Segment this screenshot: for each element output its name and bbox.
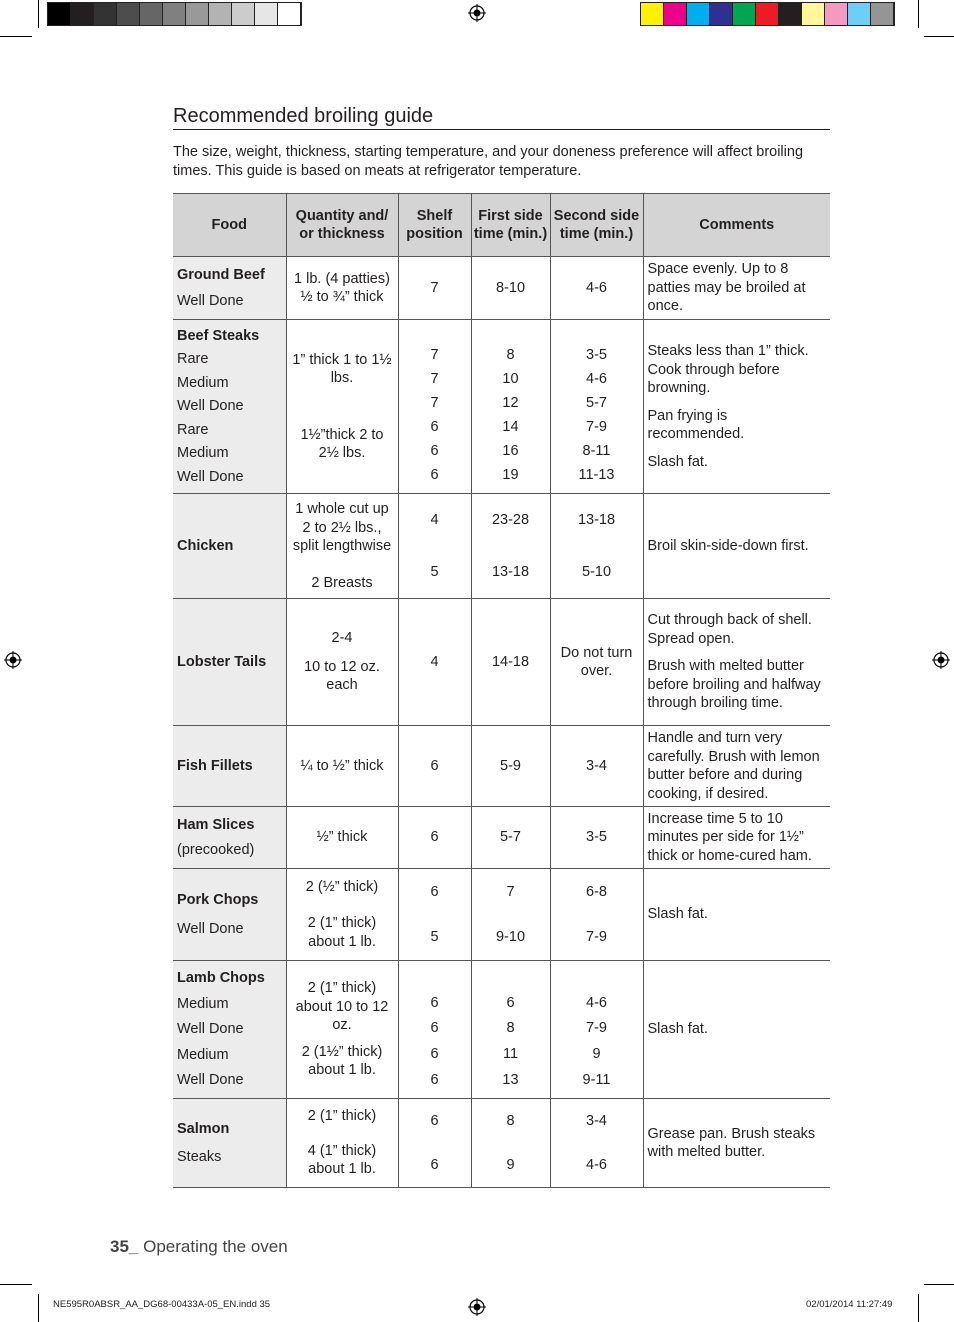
shelf-value: 7 bbox=[430, 371, 439, 388]
header-second-side: Second side time (min.) bbox=[550, 194, 643, 257]
color-swatch bbox=[756, 3, 779, 25]
comment-text: Brush with melted butter before broiling and halfway through broiling time. bbox=[647, 658, 821, 712]
food-name: Pork Chops bbox=[177, 892, 259, 908]
shelf-value: 6 bbox=[430, 1156, 439, 1173]
color-swatch bbox=[733, 3, 756, 25]
shelf-cell bbox=[398, 494, 471, 599]
quantity-text: 1” thick 1 to 1½ lbs. bbox=[292, 351, 392, 386]
food-doneness: Well Done bbox=[177, 468, 244, 485]
shelf-value: 6 bbox=[430, 883, 439, 900]
color-swatch bbox=[117, 3, 140, 25]
quantity-cell bbox=[286, 961, 398, 1099]
color-swatch bbox=[163, 3, 186, 25]
quantity-cell bbox=[286, 1099, 398, 1188]
second-side-value: 8-11 bbox=[582, 443, 611, 460]
registration-mark-icon bbox=[4, 651, 22, 669]
color-swatch bbox=[209, 3, 232, 25]
comment-text: Steaks less than 1” thick. Cook through before browning. bbox=[647, 343, 809, 396]
first-side-value: 16 bbox=[502, 443, 519, 460]
shelf-value: 6 bbox=[430, 1046, 439, 1063]
second-side-value: 3-4 bbox=[586, 1113, 607, 1129]
quantity-text: 10 to 12 oz. each bbox=[304, 658, 380, 694]
comment-cell: Grease pan. Brush steaks with melted butter. bbox=[643, 1099, 830, 1188]
header-food: Food bbox=[173, 194, 286, 257]
shelf-value: 6 bbox=[430, 419, 439, 436]
second-side-cell: Do not turn over. bbox=[550, 599, 643, 726]
comment-cell: Handle and turn very carefully. Brush with lemon butter before and during cooking, if desired. bbox=[643, 726, 830, 807]
shelf-value: 5 bbox=[430, 929, 439, 945]
comment-cell: Increase time 5 to 10 minutes per side for 1½” thick or home-cured ham. bbox=[643, 807, 830, 869]
table-row bbox=[173, 961, 830, 1099]
first-side-value: 8 bbox=[506, 347, 515, 364]
food-cell: Fish Fillets bbox=[173, 726, 286, 807]
quantity-text: 2 (1” thick) about 10 to 12 oz. bbox=[295, 980, 389, 1034]
quantity-cell: ¼ to ½” thick bbox=[286, 726, 398, 807]
comment-cell bbox=[643, 320, 830, 494]
second-side-value: 3-5 bbox=[586, 347, 607, 364]
comment-cell: Slash fat. bbox=[643, 961, 830, 1099]
second-side-value: 11-13 bbox=[578, 467, 615, 484]
quantity-cell bbox=[286, 599, 398, 726]
food-doneness: Well Done bbox=[177, 1072, 244, 1089]
first-side-value: 9 bbox=[506, 1156, 515, 1173]
food-doneness: Steaks bbox=[177, 1149, 222, 1165]
first-side-cell: 5-9 bbox=[471, 726, 550, 807]
shelf-cell: 6 bbox=[398, 726, 471, 807]
first-side-value: 10 bbox=[502, 371, 519, 388]
second-side-value: 4-6 bbox=[586, 371, 607, 388]
shelf-value: 6 bbox=[430, 1020, 439, 1037]
color-swatch bbox=[825, 3, 848, 25]
quantity-cell bbox=[286, 869, 398, 961]
shelf-cell: 6 bbox=[398, 807, 471, 869]
shelf-value: 4 bbox=[430, 511, 439, 528]
color-swatch bbox=[641, 3, 664, 25]
page-title: Recommended broiling guide bbox=[173, 104, 830, 130]
shelf-value: 6 bbox=[430, 1071, 439, 1088]
food-doneness: (precooked) bbox=[177, 842, 255, 858]
gray-color-bar bbox=[47, 2, 302, 26]
intro-paragraph: The size, weight, thickness, starting temperature, and your doneness preference will affect broiling times. This guide is based on meats at refrigerator temperature. bbox=[173, 144, 804, 179]
first-side-cell bbox=[471, 961, 550, 1099]
print-slug-file: NE595R0ABSR_AA_DG68-00433A-05_EN.indd 35 bbox=[53, 1299, 271, 1310]
table-row bbox=[173, 807, 830, 869]
quantity-text: 2 (1” thick) bbox=[307, 1108, 377, 1125]
color-swatch bbox=[687, 3, 710, 25]
food-cell: Chicken bbox=[173, 494, 286, 599]
food-doneness: Rare bbox=[177, 421, 209, 438]
comment-cell bbox=[643, 599, 830, 726]
shelf-value: 6 bbox=[430, 467, 439, 484]
registration-mark-icon bbox=[468, 4, 486, 22]
second-side-value: 7-9 bbox=[586, 419, 607, 436]
quantity-text: 2 (½” thick) bbox=[305, 878, 379, 895]
quantity-text: 2 (1½” thick) about 1 lb. bbox=[301, 1043, 383, 1079]
food-cell bbox=[173, 807, 286, 869]
crop-mark bbox=[918, 0, 919, 28]
first-side-value: 13 bbox=[502, 1071, 519, 1088]
comment-text: Cut through back of shell. Spread open. bbox=[647, 612, 812, 647]
first-side-cell bbox=[471, 869, 550, 961]
first-side-value: 8 bbox=[506, 1020, 515, 1037]
quantity-cell: ½” thick bbox=[286, 807, 398, 869]
second-side-cell: 4-6 bbox=[550, 257, 643, 320]
quantity-text: 1 whole cut up 2 to 2½ lbs., split lengthwise bbox=[292, 501, 392, 554]
food-doneness: Well Done bbox=[177, 920, 244, 937]
first-side-value: 6 bbox=[506, 994, 515, 1011]
header-comments: Comments bbox=[643, 194, 830, 257]
shelf-cell: 4 bbox=[398, 599, 471, 726]
food-cell: Lobster Tails bbox=[173, 599, 286, 726]
first-side-value: 12 bbox=[502, 395, 519, 412]
second-side-cell bbox=[550, 961, 643, 1099]
quantity-text: 4 (1” thick) about 1 lb. bbox=[307, 1142, 377, 1178]
section-name: Operating the oven bbox=[138, 1237, 288, 1256]
shelf-value: 6 bbox=[430, 994, 439, 1011]
first-side-cell: 8-10 bbox=[471, 257, 550, 320]
color-swatch bbox=[710, 3, 733, 25]
food-name: Salmon bbox=[177, 1120, 230, 1137]
first-side-cell: 5-7 bbox=[471, 807, 550, 869]
food-doneness: Well Done bbox=[177, 398, 244, 415]
header-first-side: First side time (min.) bbox=[471, 194, 550, 257]
comment-text: Pan frying is recommended. bbox=[647, 407, 745, 442]
table-header-row bbox=[173, 194, 830, 257]
first-side-value: 14 bbox=[502, 419, 519, 436]
process-color-bar bbox=[640, 2, 895, 26]
first-side-cell: 14-18 bbox=[471, 599, 550, 726]
registration-mark-icon bbox=[468, 1298, 486, 1316]
comment-cell: Broil skin-side-down first. bbox=[643, 494, 830, 599]
crop-mark bbox=[924, 36, 954, 37]
second-side-cell bbox=[550, 869, 643, 961]
second-side-value: 6-8 bbox=[586, 883, 607, 900]
color-swatch bbox=[802, 3, 825, 25]
comment-cell: Space evenly. Up to 8 patties may be broiled at once. bbox=[643, 257, 830, 320]
table-row bbox=[173, 726, 830, 807]
crop-mark bbox=[0, 1284, 32, 1285]
first-side-value: 7 bbox=[506, 883, 515, 900]
first-side-value: 11 bbox=[502, 1046, 519, 1063]
food-cell bbox=[173, 257, 286, 320]
food-name: Beef Steaks bbox=[177, 327, 260, 344]
table-row bbox=[173, 1099, 830, 1188]
header-shelf: Shelf position bbox=[398, 194, 471, 257]
broiling-guide-table bbox=[173, 193, 830, 1188]
shelf-value: 6 bbox=[430, 1113, 439, 1129]
shelf-value: 6 bbox=[430, 443, 439, 460]
food-name: Ham Slices bbox=[177, 816, 255, 833]
table-row bbox=[173, 257, 830, 320]
second-side-cell bbox=[550, 1099, 643, 1188]
color-swatch bbox=[186, 3, 209, 25]
quantity-text: 2-4 bbox=[331, 630, 353, 647]
food-doneness: Well Done bbox=[177, 1021, 244, 1038]
second-side-value: 9-11 bbox=[582, 1071, 611, 1088]
food-cell bbox=[173, 869, 286, 961]
color-swatch bbox=[71, 3, 94, 25]
crop-mark bbox=[0, 36, 32, 37]
color-swatch bbox=[848, 3, 871, 25]
second-side-cell bbox=[550, 494, 643, 599]
food-doneness: Medium bbox=[177, 995, 229, 1012]
food-cell bbox=[173, 1099, 286, 1188]
shelf-cell bbox=[398, 961, 471, 1099]
color-swatch bbox=[871, 3, 894, 25]
first-side-value: 8 bbox=[506, 1113, 515, 1129]
page-number: 35_ bbox=[110, 1237, 139, 1256]
table-row bbox=[173, 494, 830, 599]
table-row bbox=[173, 320, 830, 494]
quantity-text: 1½”thick 2 to 2½ lbs. bbox=[300, 426, 384, 461]
first-side-cell bbox=[471, 320, 550, 494]
crop-mark bbox=[38, 1294, 39, 1322]
color-swatch bbox=[278, 3, 301, 25]
first-side-value: 19 bbox=[502, 467, 519, 484]
second-side-value: 7-9 bbox=[586, 1020, 607, 1037]
table-row bbox=[173, 599, 830, 726]
crop-mark bbox=[924, 1284, 954, 1285]
color-swatch bbox=[664, 3, 687, 25]
second-side-value: 5-10 bbox=[581, 564, 612, 580]
quantity-text: 2 (1” thick) about 1 lb. bbox=[307, 915, 377, 950]
comment-text: Slash fat. bbox=[647, 453, 708, 470]
shelf-cell bbox=[398, 320, 471, 494]
header-quantity: Quantity and/ or thickness bbox=[286, 194, 398, 257]
food-doneness: Rare bbox=[177, 351, 209, 368]
second-side-value: 13-18 bbox=[577, 511, 616, 528]
second-side-value: 4-6 bbox=[586, 994, 607, 1011]
page-footer bbox=[110, 1237, 288, 1257]
table-row bbox=[173, 869, 830, 961]
first-side-cell bbox=[471, 1099, 550, 1188]
food-doneness: Well Done bbox=[177, 292, 244, 309]
food-cell bbox=[173, 320, 286, 494]
first-side-value: 23-28 bbox=[491, 511, 530, 528]
first-side-value: 9-10 bbox=[495, 929, 526, 945]
food-doneness: Medium bbox=[177, 1046, 229, 1063]
quantity-cell bbox=[286, 494, 398, 599]
first-side-value: 13-18 bbox=[491, 564, 530, 580]
color-swatch bbox=[48, 3, 71, 25]
shelf-cell bbox=[398, 1099, 471, 1188]
food-doneness: Medium bbox=[177, 445, 229, 462]
shelf-cell: 7 bbox=[398, 257, 471, 320]
second-side-value: 7-9 bbox=[586, 929, 607, 945]
second-side-cell bbox=[550, 320, 643, 494]
crop-mark bbox=[38, 0, 39, 28]
color-swatch bbox=[94, 3, 117, 25]
second-side-cell: 3-4 bbox=[550, 726, 643, 807]
comment-cell: Slash fat. bbox=[643, 869, 830, 961]
second-side-cell: 3-5 bbox=[550, 807, 643, 869]
color-swatch bbox=[255, 3, 278, 25]
second-side-value: 9 bbox=[592, 1046, 601, 1063]
registration-mark-icon bbox=[932, 651, 950, 669]
color-swatch bbox=[232, 3, 255, 25]
quantity-text: 2 Breasts bbox=[311, 574, 373, 591]
color-swatch bbox=[779, 3, 802, 25]
color-swatch bbox=[140, 3, 163, 25]
shelf-value: 7 bbox=[430, 347, 439, 364]
first-side-cell bbox=[471, 494, 550, 599]
second-side-value: 4-6 bbox=[586, 1156, 607, 1173]
food-name: Lamb Chops bbox=[177, 970, 265, 987]
shelf-cell bbox=[398, 869, 471, 961]
food-cell bbox=[173, 961, 286, 1099]
shelf-value: 5 bbox=[430, 564, 439, 580]
second-side-value: 5-7 bbox=[586, 395, 607, 412]
quantity-cell: 1 lb. (4 patties) ½ to ¾” thick bbox=[286, 257, 398, 320]
shelf-value: 7 bbox=[430, 395, 439, 412]
food-doneness: Medium bbox=[177, 374, 229, 391]
crop-mark bbox=[918, 1294, 919, 1322]
print-slug-date: 02/01/2014 11:27:49 bbox=[806, 1299, 893, 1310]
quantity-cell bbox=[286, 320, 398, 494]
food-name: Ground Beef bbox=[177, 267, 265, 283]
